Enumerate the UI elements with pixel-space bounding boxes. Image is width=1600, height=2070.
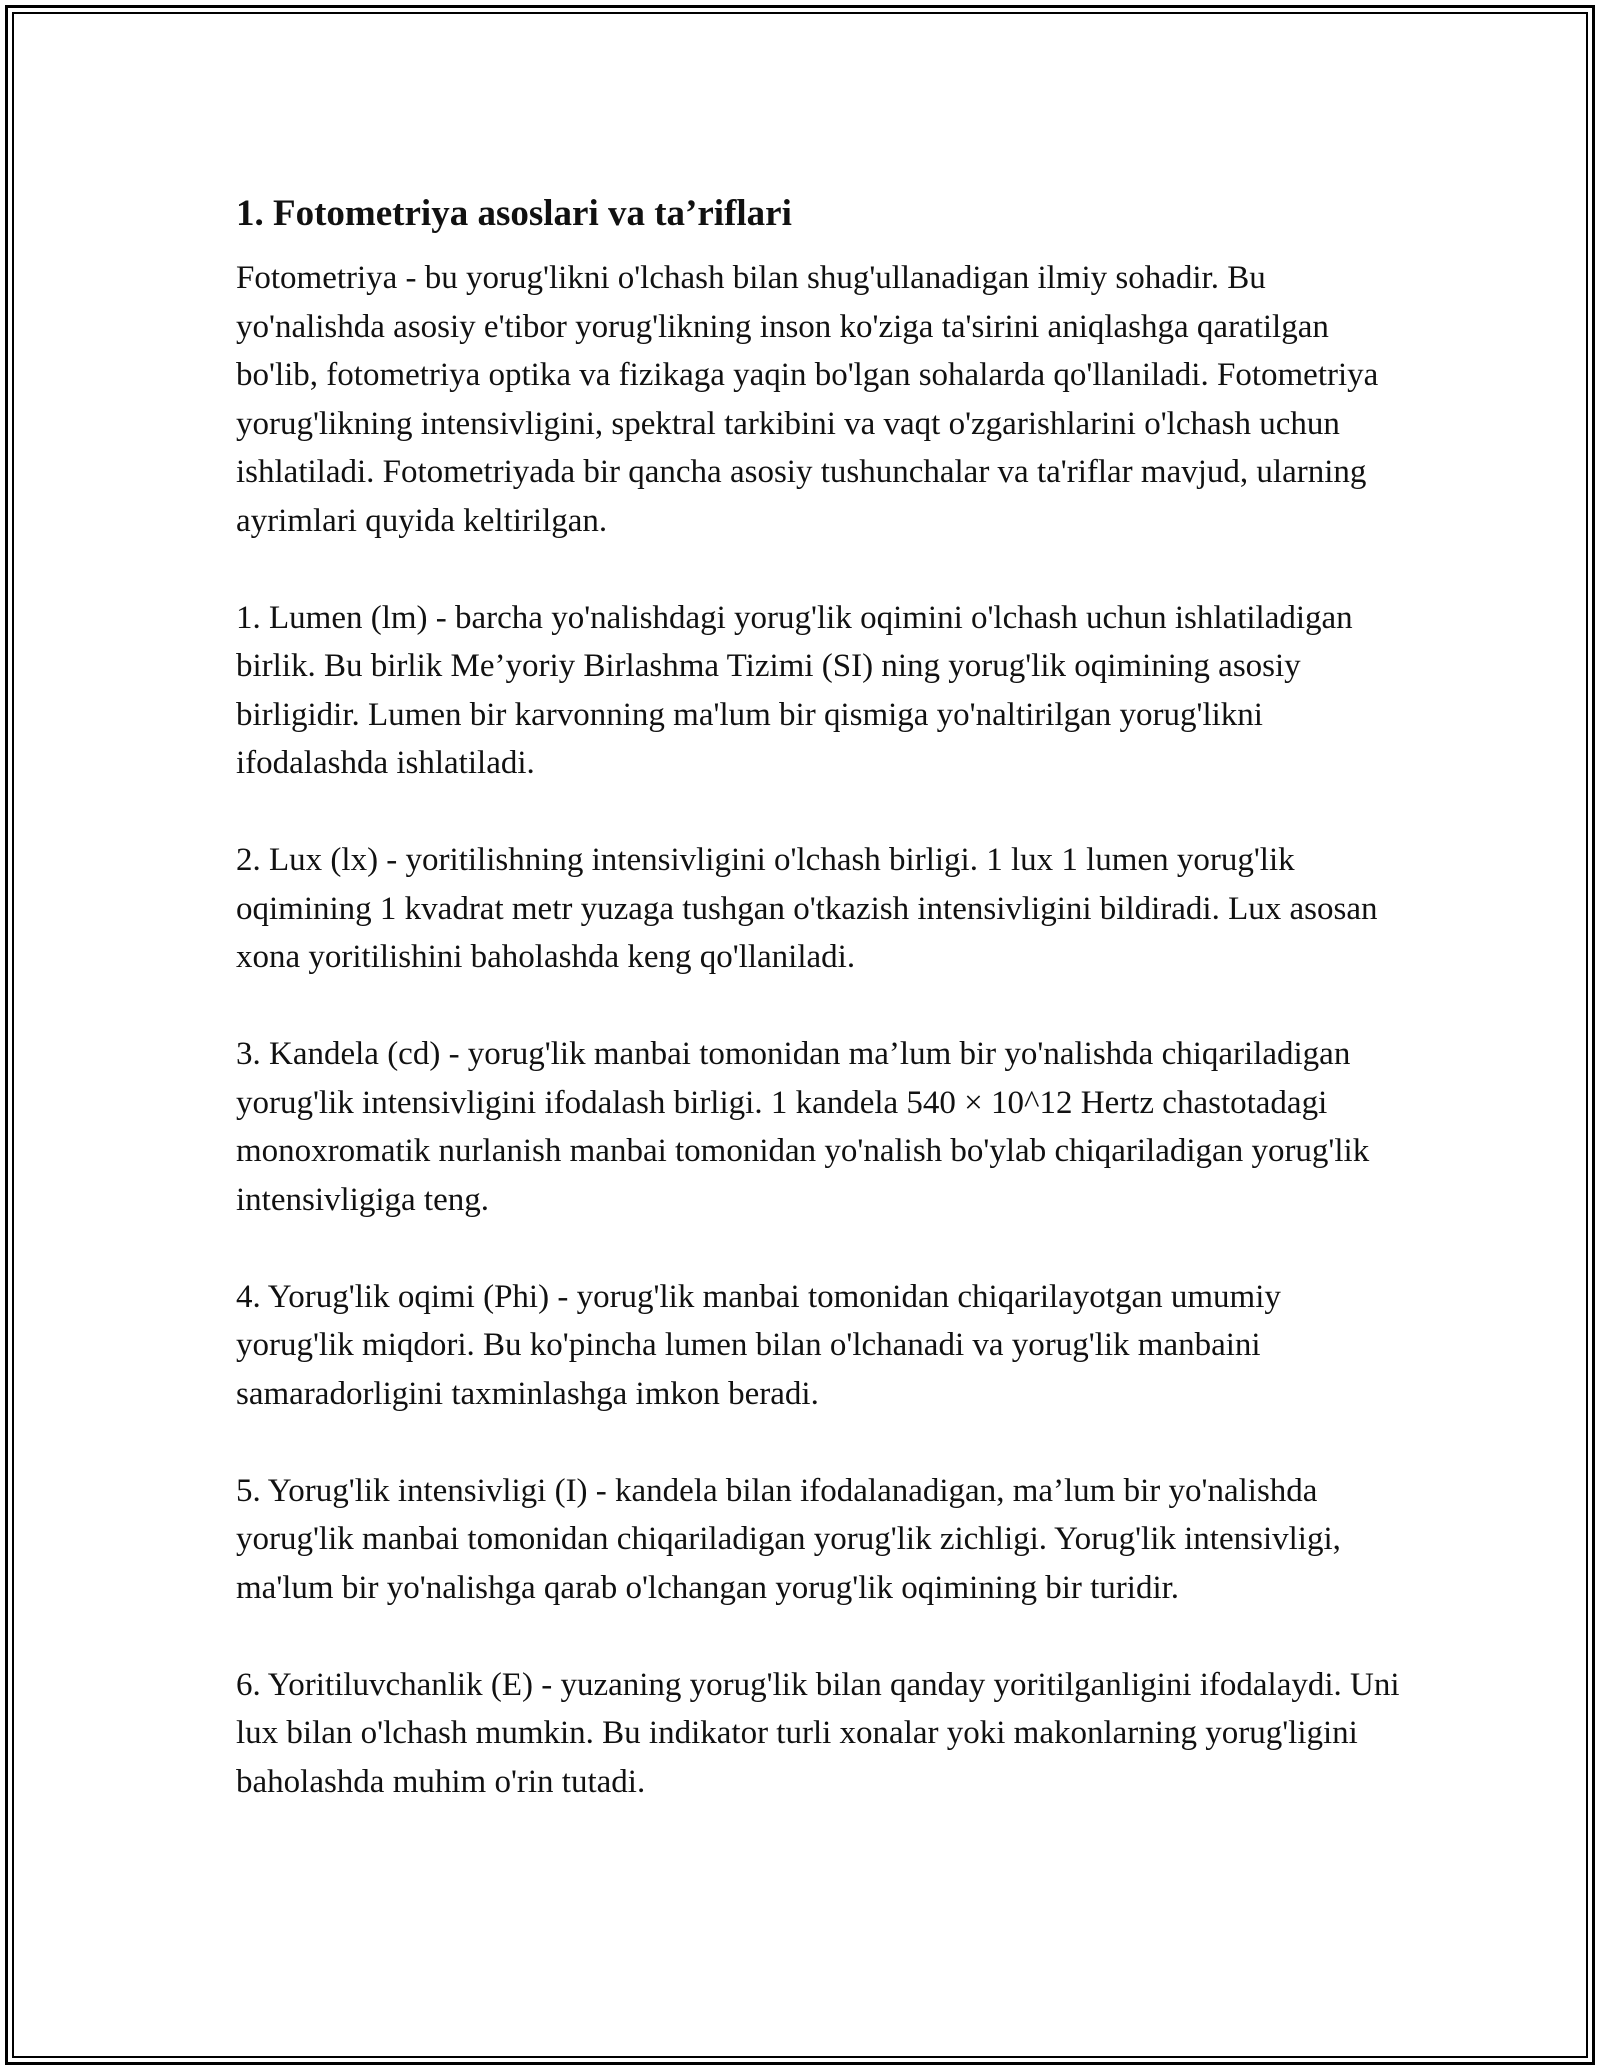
definition-illuminance: 6. Yoritiluvchanlik (E) - yuzaning yorug'lik bilan qanday yoritilganligini ifodalaydi. Uni lux bilan o'lchash mumkin. Bu indikator turli xonalar yoki makonlarning yorug'ligini baholashda muhim o'rin tutadi. xyxy=(236,1666,1400,1800)
definition-luminous-flux: 4. Yorug'lik oqimi (Phi) - yorug'lik manbai tomonidan chiqarilayotgan umumiy yorug'lik miqdori. Bu ko'pincha lumen bilan o'lchanadi va yorug'lik manbaini samaradorligini taxminlashga imkon beradi. xyxy=(236,1278,1281,1412)
definition-lux: 2. Lux (lx) - yoritilishning intensivligini o'lchash birligi. 1 lux 1 lumen yorug'lik oqimining 1 kvadrat metr yuzaga tushgan o'tkazish intensivligini bildiradi. Lux asosan xona yoritilishini baholashda keng qo'llaniladi. xyxy=(236,842,1378,975)
section-heading: 1. Fotometriya asoslari va ta’riflari xyxy=(236,193,792,234)
intro-paragraph: Fotometriya - bu yorug'likni o'lchash bilan shug'ullanadigan ilmiy sohadir. Bu yo'nalishda asosiy e'tibor yorug'likning inson ko'ziga ta'sirini aniqlashga qaratilgan bo'lib, fotometriya optika va fizikaga yaqin bo'lgan sohalarda qo'llaniladi. Fotometriya yorug'likning intensivligini, spektral tarkibini va vaqt o'zgarishlarini o'lchash uchun ishlatiladi. Fotometriyada bir qancha asosiy tushunchalar va ta'riflar mavjud, ularning ayrimlari quyida keltirilgan. xyxy=(236,260,1379,539)
definition-luminous-intensity: 5. Yorug'lik intensivligi (I) - kandela bilan ifodalanadigan, ma’lum bir yo'nalishda yorug'lik manbai tomonidan chiqariladigan yorug'lik zichligi. Yorug'lik intensivligi, ma'lum bir yo'nalishga qarab o'lchangan yorug'lik oqimining bir turidir. xyxy=(236,1472,1341,1606)
definition-kandela: 3. Kandela (cd) - yorug'lik manbai tomonidan ma’lum bir yo'nalishda chiqariladigan yorug'lik intensivligini ifodalash birligi. 1 kandela 540 × 10^12 Hertz chastotadagi monoxromatik nurlanish manbai tomonidan yo'nalish bo'ylab chiqariladigan yorug'lik intensivligiga teng. xyxy=(236,1036,1370,1218)
document-body xyxy=(236,186,1406,1806)
definition-lumen: 1. Lumen (lm) - barcha yo'nalishdagi yorug'lik oqimini o'lchash uchun ishlatiladigan birlik. Bu birlik Me’yoriy Birlashma Tizimi (SI) ning yorug'lik oqimining asosiy birligidir. Lumen bir karvonning ma'lum bir qismiga yo'naltirilgan yorug'likni ifodalashda ishlatiladi. xyxy=(236,599,1353,781)
